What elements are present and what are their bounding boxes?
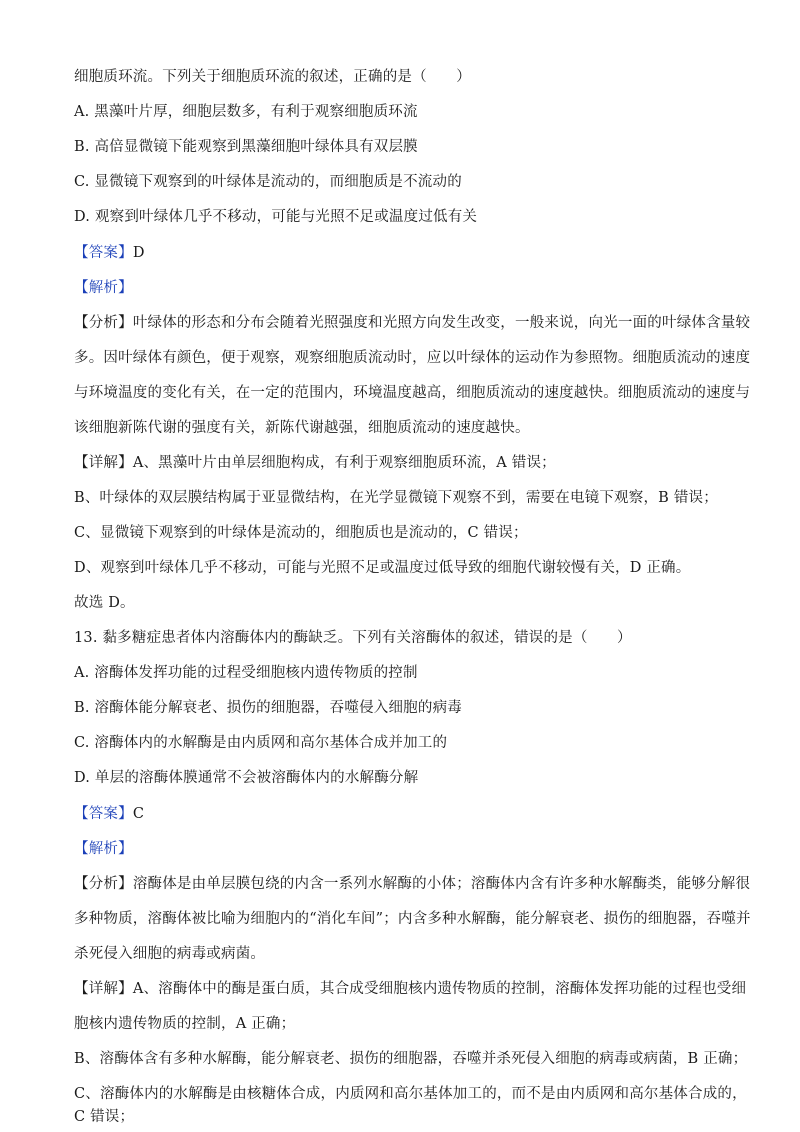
analysis-tag: 【解析】 — [74, 280, 133, 296]
q13-fenxi-line-2: 多种物质，溶酶体被比喻为细胞内的“消化车间”；内含多种水解酶，能分解衰老、损伤的细胞器，吞噬并 — [74, 911, 751, 927]
q12-fenxi-line-3: 与环境温度的变化有关，在一定的范围内，环境温度越高，细胞质流动的速度越快。细胞质流动的速度与 — [74, 385, 751, 401]
q13-fenxi-line-3: 杀死侵入细胞的病毒或病菌。 — [74, 946, 266, 962]
q13-option-b: B. 溶酶体能分解衰老、损伤的细胞器，吞噬侵入细胞的病毒 — [74, 700, 462, 716]
fenxi-text: 叶绿体的形态和分布会随着光照强度和光照方向发生改变，一般来说，向光一面的叶绿体含量较 — [132, 315, 751, 331]
q12-fenxi-line-2: 多。因叶绿体有颜色，便于观察，观察细胞质流动时，应以叶绿体的运动作为参照物。细胞质流动的速度 — [74, 350, 751, 366]
q13-option-d: D. 单层的溶酶体膜通常不会被溶酶体内的水解酶分解 — [74, 770, 419, 786]
q12-conclusion: 故选 D。 — [74, 595, 135, 611]
xiangjie-text: A、溶酶体中的酶是蛋白质，其合成受细胞核内遗传物质的控制，溶酶体发挥功能的过程也受细 — [132, 981, 747, 997]
xiangjie-tag: 【详解】 — [74, 981, 133, 997]
q13-answer — [74, 804, 734, 824]
answer-tag: 【答案】 — [74, 806, 133, 822]
fenxi-tag: 【分析】 — [74, 876, 133, 892]
answer-tag: 【答案】 — [74, 245, 133, 261]
analysis-tag: 【解析】 — [74, 841, 133, 857]
q12-stem: 细胞质环流。下列关于细胞质环流的叙述，正确的是（ ） — [74, 69, 471, 85]
q13-xiangjie-line-3: B、溶酶体含有多种水解酶，能分解衰老、损伤的细胞器，吞噬并杀死侵入细胞的病毒或病菌，B 正确； — [74, 1051, 748, 1067]
q12-option-c: C. 显微镜下观察到的叶绿体是流动的，而细胞质是不流动的 — [74, 174, 462, 190]
q12-xiangjie-line-1 — [74, 453, 734, 473]
q12-xiangjie-line-3: C、显微镜下观察到的叶绿体是流动的，细胞质也是流动的，C 错误； — [74, 525, 528, 541]
q13-option-c: C. 溶酶体内的水解酶是由内质网和高尔基体合成并加工的 — [74, 735, 448, 751]
q12-answer — [74, 243, 734, 263]
q12-option-a: A. 黑藻叶片厚，细胞层数多，有利于观察细胞质环流 — [74, 104, 418, 120]
q12-option-d: D. 观察到叶绿体几乎不移动，可能与光照不足或温度过低有关 — [74, 209, 478, 225]
q12-fenxi-line-4: 该细胞新陈代谢的强度有关，新陈代谢越强，细胞质流动的速度越快。 — [74, 420, 530, 436]
q13-stem: 13. 黏多糖症患者体内溶酶体内的酶缺乏。下列有关溶酶体的叙述，错误的是（ ） — [74, 630, 632, 646]
q13-xiangjie-line-1 — [74, 979, 747, 999]
answer-value: C — [132, 806, 145, 822]
q12-xiangjie-line-4: D、观察到叶绿体几乎不移动，可能与光照不足或温度过低导致的细胞代谢较慢有关，D 正确。 — [74, 560, 691, 576]
q12-xiangjie-line-2: B、叶绿体的双层膜结构属于亚显微结构，在光学显微镜下观察不到，需要在电镜下观察，B 错误； — [74, 490, 718, 506]
fenxi-tag: 【分析】 — [74, 315, 133, 331]
q13-xiangjie-line-2: 胞核内遗传物质的控制，A 正确； — [74, 1016, 296, 1032]
q13-xiangjie-line-5: C 错误； — [74, 1109, 135, 1125]
xiangjie-text: A、黑藻叶片由单层细胞构成，有利于观察细胞质环流，A 错误； — [132, 455, 556, 471]
xiangjie-tag: 【详解】 — [74, 455, 133, 471]
q13-option-a: A. 溶酶体发挥功能的过程受细胞核内遗传物质的控制 — [74, 665, 418, 681]
q13-xiangjie-line-4: C、溶酶体内的水解酶是由核糖体合成，内质网和高尔基体加工的，而不是由内质网和高尔基体合成的， — [74, 1086, 747, 1102]
fenxi-text: 溶酶体是由单层膜包绕的内含一系列水解酶的小体；溶酶体内含有许多种水解酶类，能够分解很 — [132, 876, 751, 892]
q13-fenxi-line-1 — [74, 874, 751, 894]
q12-analysis-heading — [74, 278, 734, 298]
q13-analysis-heading — [74, 839, 734, 859]
q12-fenxi-line-1 — [74, 313, 751, 333]
answer-value: D — [132, 245, 145, 261]
q12-option-b: B. 高倍显微镜下能观察到黑藻细胞叶绿体具有双层膜 — [74, 139, 418, 155]
